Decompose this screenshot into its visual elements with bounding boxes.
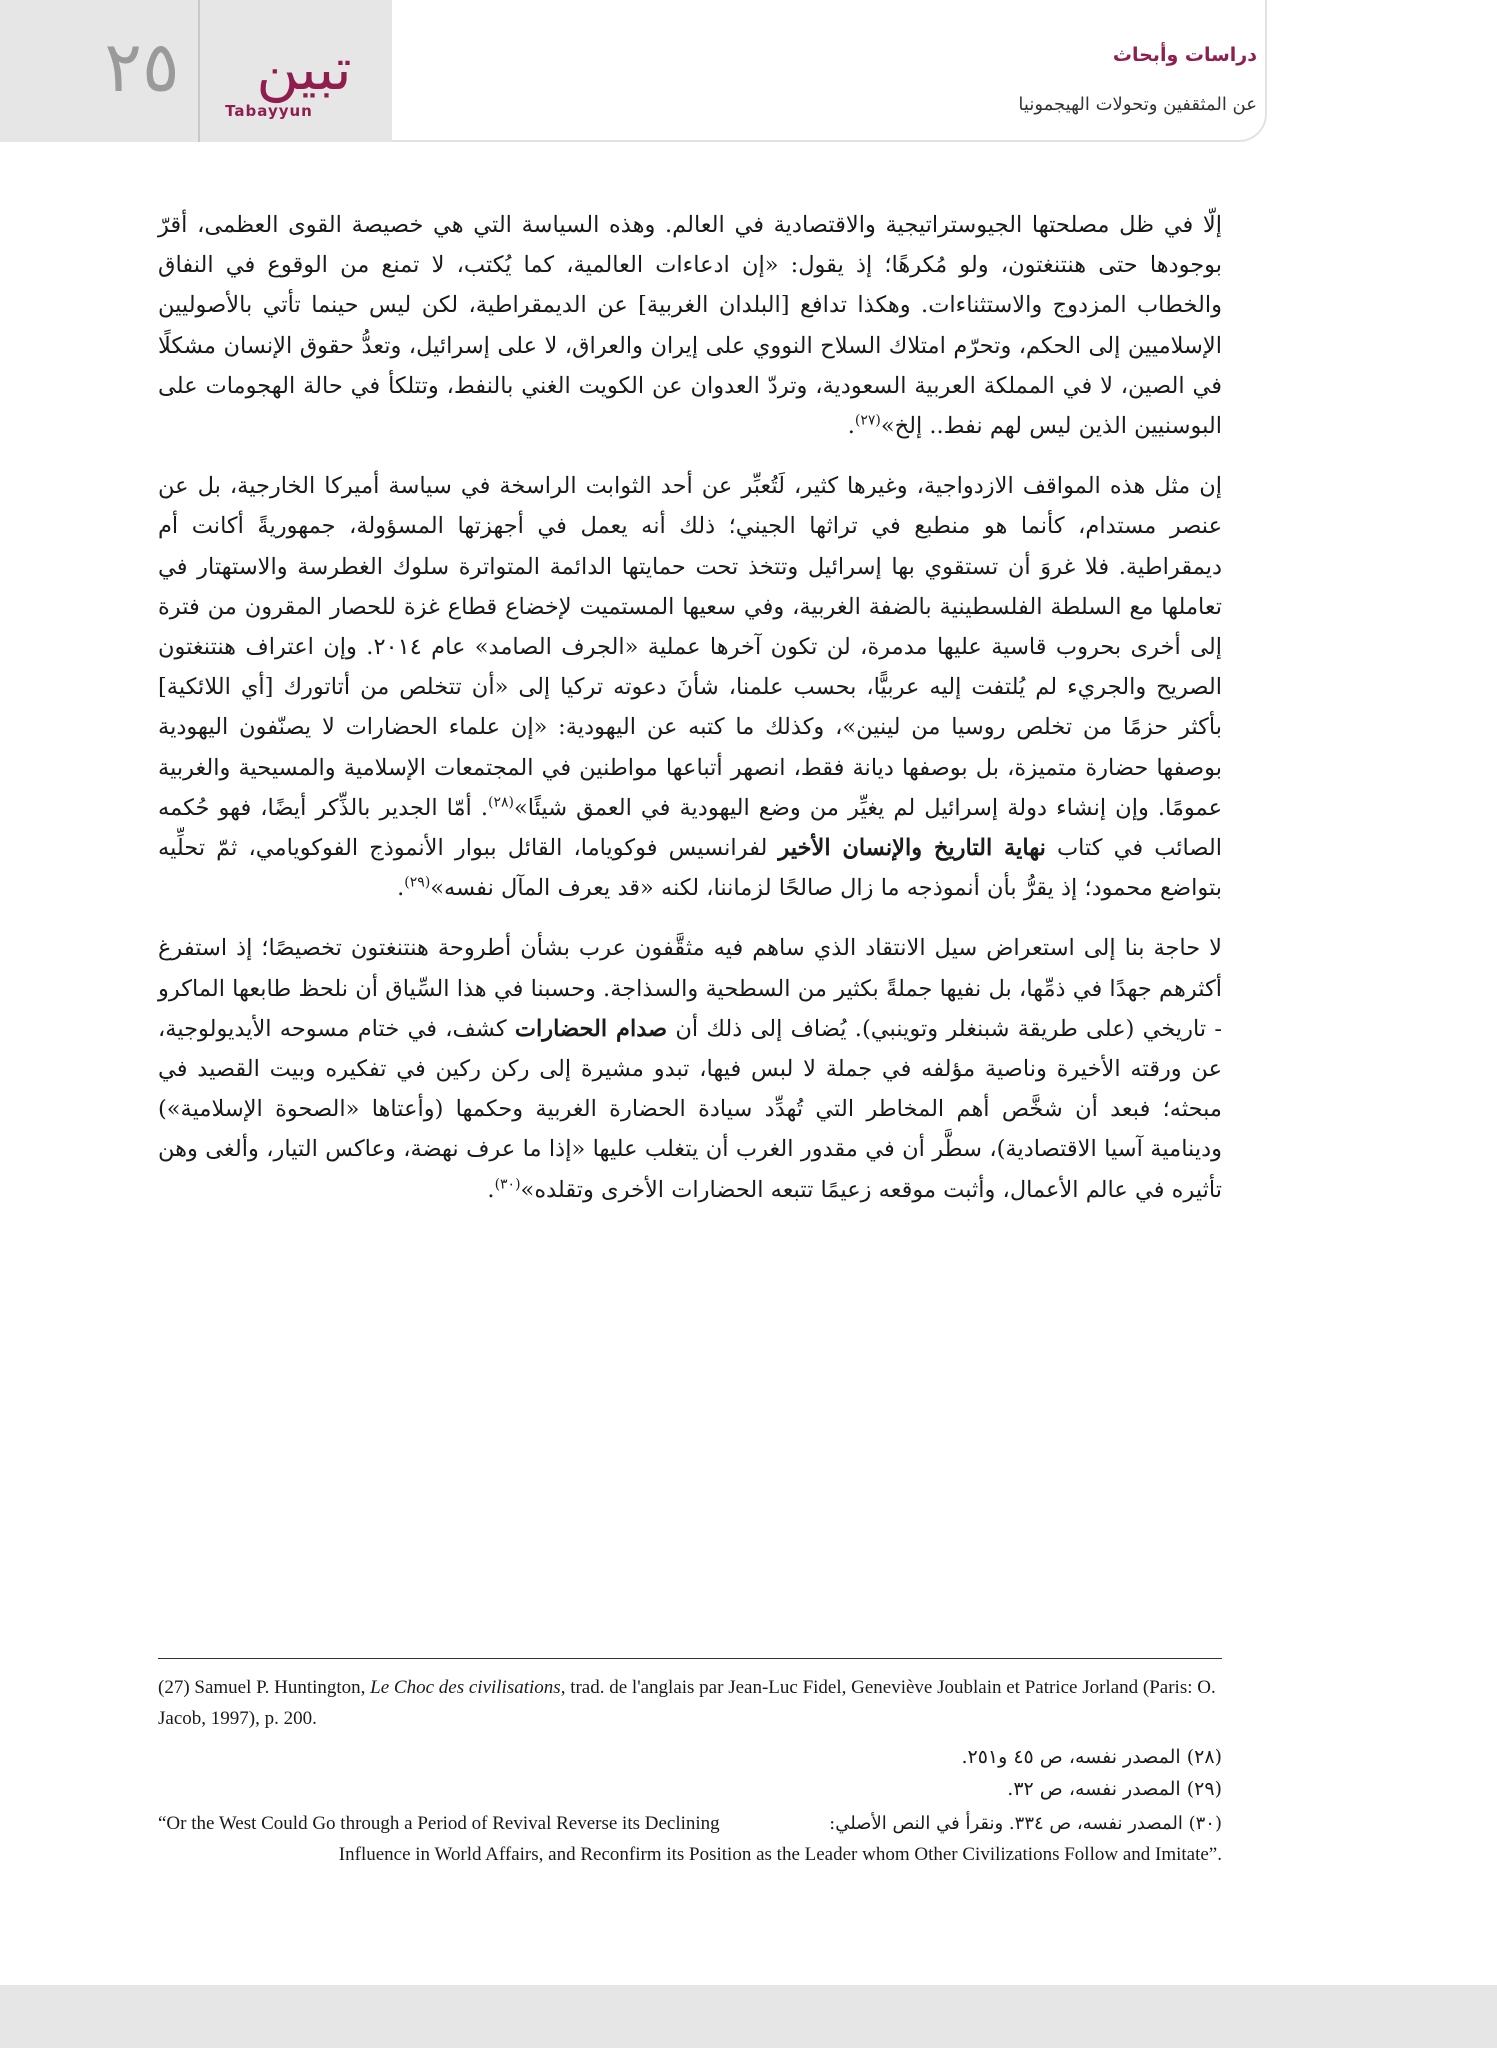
footnote-ref-27[interactable]: (٢٧) — [854, 412, 881, 429]
footnote-30-english-1: “Or the West Could Go through a Period of Revival Reverse its Declining — [158, 1813, 720, 1834]
footnote-30-arabic: (٣٠) المصدر نفسه، ص ٣٣٤. ونقرأ في النص الأصلي: — [829, 1813, 1222, 1834]
paragraph-2: إن مثل هذه المواقف الازدواجية، وغيرها كثير، لَتُعبِّر عن أحد الثوابت الراسخة في سياسة أميركا الخارجية، بل عن عنصر مستدام، كأنما هو منطبع في تراثها الجيني؛ ذلك أنه يعمل في أجهزتها المسؤولة، جمهوريةً أكانت أم ديمقراطية. فلا غروَ أن تستقوي بها إسرائيل وتتخذ تحت حمايتها الدائمة المتواترة سلوك الغطرسة والاستهتار في تعاملها مع السلطة الفلسطينية بالضفة الغربية، وفي سعيها المستميت لإخضاع قطاع غزة للحصار المقرون من فترة إلى أخرى بحروب قاسية عليها مدمرة، لن تكون آخرها عملية «الجرف الصامد» عام ٢٠١٤. وإن اعتراف هنتنغتون الصريح والجريء لم يُلتفت إليه عربيًّا، بحسب علمنا، شأنَ دعوته تركيا إلى «أن تتخلص من أتاتورك [أي اللائكية] بأكثر حزمًا من تخلص روسيا من لينين»، وكذلك ما كتبه عن اليهودية: «إن علماء الحضارات لا يصنّفون اليهودية بوصفها حضارة متميزة، بل بوصفها ديانة فقط، انصهر أتباعها مواطنين في المجتمعات الإسلامية والمسيحية والغربية عمومًا. وإن إنشاء دولة إسرائيل لم يغيِّر من وضع اليهودية في العمق شيئًا»$^{(٢٨)}$. أمّا الجدير بالذِّكر أيضًا، فهو حُكمه الصائب في كتاب نهاية التاريخ والإنسان الأخير لفرانسيس فوكوياما، القائل ببوار الأنموذج الفوكويامي، ثمّ تحلِّيه بتواضع محمود؛ إذ يقرُّ بأن أنموذجه ما زال صالحًا لزماننا، لكنه «قد يعرف المآل نفسه»$^{(٢٩)}$. — [158, 473, 1223, 902]
footnote-29: (٢٩) المصدر نفسه، ص ٣٢. — [1007, 1778, 1222, 1800]
article-body — [158, 205, 1222, 1230]
footnote-27-b: , trad. de l'anglais par Jean-Luc Fidel, Geneviève Joublain et Patrice Jorland (Paris: O. Jacob, 1997), p. 200. — [158, 1677, 1216, 1729]
footnote-30-english-2: Influence in World Affairs, and Reconfirm its Position as the Leader whom Other Civilizations Follow and Imitate”. — [338, 1844, 1222, 1865]
section-title: دراسات وأبحاث — [1112, 44, 1257, 66]
book-title-clash: صدام الحضارات — [514, 1015, 668, 1042]
book-title-end-of-history: نهاية التاريخ والإنسان الأخير — [778, 835, 1046, 862]
footnote-ref-29[interactable]: (٢٩) — [404, 874, 431, 891]
paragraph-3-text: لا حاجة بنا إلى استعراض سيل الانتقاد الذي ساهم فيه مثقَّفون عرب بشأن أطروحة هنتنغتون تخصيصًا؛ إذ استفرغ أكثرهم جهدًا في ذمِّها، بل نفيها جملةً بكثير من السطحية والسذاجة. وحسبنا في هذا السِّياق أن نلحظ طابعها الماكرو - تاريخي (على طريقة شبنغلر وتوينبي). يُضاف إلى ذلك أن — [158, 935, 1223, 1042]
page-footer-band — [0, 1985, 1497, 2048]
paragraph-3-tail: كشف، في ختام مسوحه الأيديولوجية، عن ورقته الأخيرة وناصية مؤلفه في جملة لا لبس فيها، تبدو مشيرة إلى ركن ركين في تفكيره وبيت القصيد في مبحثه؛ فبعد أن شخَّص أهم المخاطر التي تُهدِّد سيادة الحضارة الغربية وحكمها (وأعتاها «الصحوة الإسلامية») ودينامية آسيا الاقتصادية)، سطَّر أن في مقدور الغرب أن يتغلب عليها «إذا ما عرف نهضة، وعاكس التيار، وألغى وهن تأثيره في عالم الأعمال، وأثبت موقعه زعيمًا تتبعه الحضارات الأخرى وتقلده» — [158, 1015, 1222, 1203]
footnote-ref-28[interactable]: (٢٨) — [488, 794, 514, 811]
footnote-30 — [158, 1808, 1222, 1870]
footnote-ref-30[interactable]: (٣٠) — [494, 1176, 521, 1193]
paragraph-1: إلّا في ظل مصلحتها الجيوستراتيجية والاقتصادية في العالم. وهذه السياسة التي هي خصيصة القوى العظمى، أقرّ بوجودها حتى هنتنغتون، ولو مُكرهًا؛ إذ يقول: «إن ادعاءات العالمية، كما يُكتب، لا تمنع من الوقوع في النفاق والخطاب المزدوج والاستثناءات. وهكذا تدافع [البلدان الغربية] عن الديمقراطية، لكن ليس حينما تأتي بالأصوليين الإسلاميين إلى الحكم، وتحرّم امتلاك السلاح النووي على إيران والعراق، لا على إسرائيل، وتعدُّ حقوق الإنسان مشكلًا في الصين، لا في المملكة العربية السعودية، وتردّ العدوان عن الكويت الغني بالنفط، وتتلكأ في حالة الهجومات على البوسنيين الذين ليس لهم نفط.. إلخ»$^{(٢٧)}$. — [158, 212, 1222, 440]
paragraph-1-text: إلّا في ظل مصلحتها الجيوستراتيجية والاقتصادية في العالم. وهذه السياسة التي هي خصيصة القوى العظمى، أقرّ بوجودها حتى هنتنغتون، ولو مُكرهًا؛ إذ يقول: «إن ادعاءات العالمية، كما يُكتب، لا تمنع من الوقوع في النفاق والخطاب المزدوج والاستثناءات. وهكذا تدافع [البلدان الغربية] عن الديمقراطية، لكن ليس حينما تأتي بالأصوليين الإسلاميين إلى الحكم، وتحرّم امتلاك السلاح النووي على إيران والعراق، لا على إسرائيل، وتعدُّ حقوق الإنسان مشكلًا في الصين، لا في المملكة العربية السعودية، وتردّ العدوان عن الكويت الغني بالنفط، وتتلكأ في حالة الهجومات على البوسنيين الذين ليس لهم نفط.. إلخ» — [158, 212, 1222, 440]
paragraph-2-tail-b: لفرانسيس فوكوياما، القائل ببوار الأنموذج الفوكويامي، ثمّ تحلِّيه بتواضع محمود؛ إذ يقرُّ بأن أنموذجه ما زال صالحًا لزماننا، لكنه «قد يعرف المآل نفسه» — [158, 835, 1222, 902]
running-title: عن المثقفين وتحولات الهيجمونيا — [1018, 94, 1257, 115]
paragraph-3: لا حاجة بنا إلى استعراض سيل الانتقاد الذي ساهم فيه مثقَّفون عرب بشأن أطروحة هنتنغتون تخصيصًا؛ إذ استفرغ أكثرهم جهدًا في ذمِّها، بل نفيها جملةً بكثير من السطحية والسذاجة. وحسبنا في هذا السِّياق أن نلحظ طابعها الماكرو - تاريخي (على طريقة شبنغلر وتوينبي). يُضاف إلى ذلك أن صدام الحضارات كشف، في ختام مسوحه الأيديولوجية، عن ورقته الأخيرة وناصية مؤلفه في جملة لا لبس فيها، تبدو مشيرة إلى ركن ركين في تفكيره وبيت القصيد في مبحثه؛ فبعد أن شخَّص أهم المخاطر التي تُهدِّد سيادة الحضارة الغربية وحكمها (وأعتاها «الصحوة الإسلامية») ودينامية آسيا الاقتصادية)، سطَّر أن في مقدور الغرب أن يتغلب عليها «إذا ما عرف نهضة، وعاكس التيار، وألغى وهن تأثيره في عالم الأعمال، وأثبت موقعه زعيمًا تتبعه الحضارات الأخرى وتقلده»$^{(٣٠)}$. — [158, 935, 1223, 1203]
paragraph-2-text: إن مثل هذه المواقف الازدواجية، وغيرها كثير، لَتُعبِّر عن أحد الثوابت الراسخة في سياسة أميركا الخارجية، بل عن عنصر مستدام، كأنما هو منطبع في تراثها الجيني؛ ذلك أنه يعمل في أجهزتها المسؤولة، جمهوريةً أكانت أم ديمقراطية. فلا غروَ أن تستقوي بها إسرائيل وتتخذ تحت حمايتها الدائمة المتواترة سلوك الغطرسة والاستهتار في تعاملها مع السلطة الفلسطينية بالضفة الغربية، وفي سعيها المستميت لإخضاع قطاع غزة للحصار المقرون من فترة إلى أخرى بحروب قاسية عليها مدمرة، لن تكون آخرها عملية «الجرف الصامد» عام ٢٠١٤. وإن اعتراف هنتنغتون الصريح والجريء لم يُلتفت إليه عربيًّا، بحسب علمنا، شأنَ دعوته تركيا إلى «أن تتخلص من أتاتورك [أي اللائكية] بأكثر حزمًا من تخلص روسيا من لينين»، وكذلك ما كتبه عن اليهودية: «إن علماء الحضارات لا يصنّفون اليهودية بوصفها حضارة متميزة، بل بوصفها ديانة فقط، انصهر أتباعها مواطنين في المجتمعات الإسلامية والمسيحية والغربية عمومًا. وإن إنشاء دولة إسرائيل لم يغيِّر من وضع اليهودية في العمق شيئًا» — [158, 473, 1222, 821]
journal-logo: تبين — [256, 35, 352, 103]
journal-logo-latin: Tabayyun — [225, 102, 313, 120]
footnote-27 — [158, 1672, 1222, 1734]
footnote-28: (٢٨) المصدر نفسه، ص ٤٥ و٢٥١. — [961, 1746, 1222, 1768]
footnote-27-a: (27) Samuel P. Huntington, — [158, 1677, 371, 1698]
paragraph-2-tail-a: . أمّا الجدير بالذِّكر أيضًا، فهو حُكمه الصائب في كتاب — [158, 794, 1223, 862]
footnote-27-title: Le Choc des civilisations — [370, 1677, 561, 1698]
header-divider — [198, 0, 200, 142]
page-number: ٢٥ — [104, 26, 180, 108]
footnote-separator — [158, 1658, 1222, 1659]
